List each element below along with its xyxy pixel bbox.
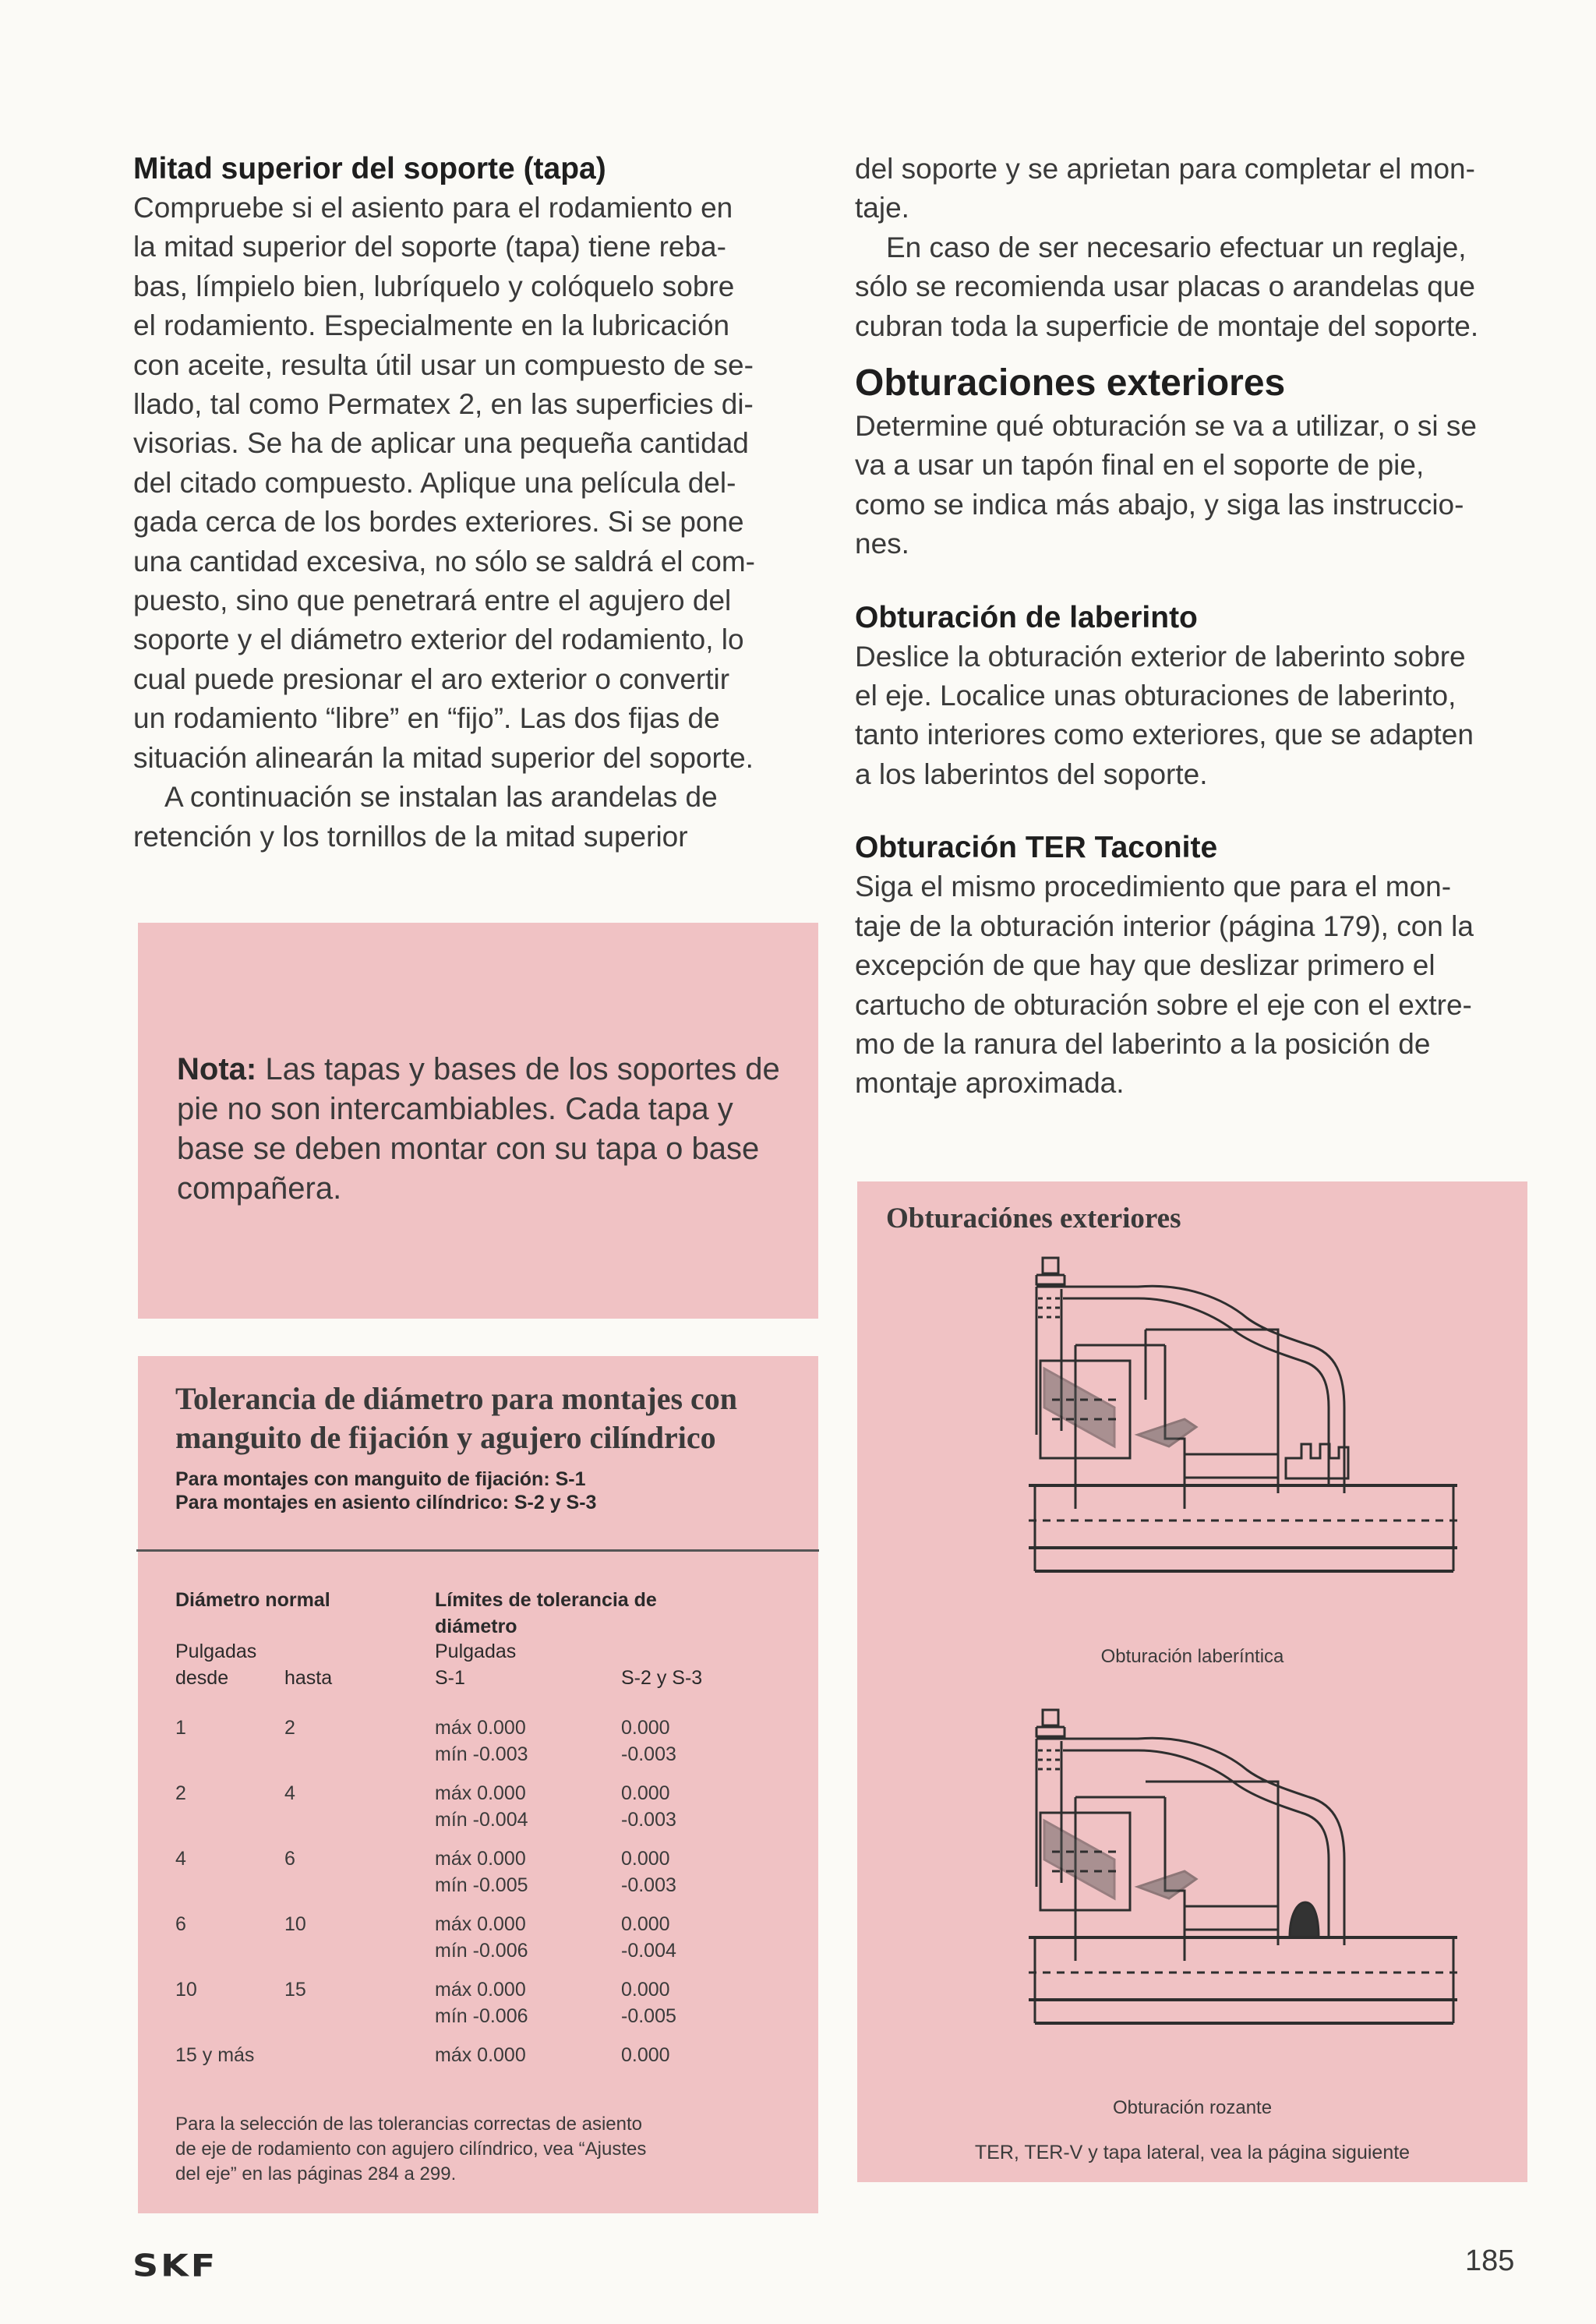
laberinto-paragraph <box>855 638 1541 795</box>
table-cell-s1a: máx 0.000 <box>435 1979 526 2001</box>
table-cell-s1b: mín -0.006 <box>435 2005 528 2027</box>
table-cell-s2b: -0.003 <box>621 1743 676 1765</box>
contact-seal-drawing <box>1029 1704 1465 2093</box>
labyrinth-seal-drawing <box>1029 1252 1465 1641</box>
table-cell-desde: 1 <box>175 1717 186 1739</box>
table-cell-hasta: 10 <box>284 1913 306 1935</box>
skf-logo: SKF <box>132 2248 218 2283</box>
paragraph-line: del citado compuesto. Aplique una película del- <box>133 466 736 499</box>
paragraph-line: retención y los tornillos de la mitad superior <box>133 820 688 853</box>
paragraph-line: la mitad superior del soporte (tapa) tiene reba- <box>133 231 726 263</box>
paragraph-line: En caso de ser necesario efectuar un reglaje, <box>886 231 1467 263</box>
paragraph-line: como se indica más abajo, y siga las instruccio- <box>855 488 1464 521</box>
subtitle-line: Para montajes con manguito de fijación: S-1 <box>175 1468 586 1490</box>
paragraph-line: tanto interiores como exteriores, que se adapten <box>855 719 1474 751</box>
paragraph-line: montaje aproximada. <box>855 1067 1125 1100</box>
table-cell-s2a: 0.000 <box>621 1979 670 2001</box>
subtitle-line: Para montajes en asiento cilíndrico: S-2 y S-3 <box>175 1492 597 1513</box>
table-cell-s1a: máx 0.000 <box>435 1848 526 1870</box>
table-cell-desde: 4 <box>175 1848 186 1870</box>
note-label: Nota: <box>177 1052 257 1086</box>
s23-header: S-2 y S-3 <box>621 1667 703 1689</box>
table-row <box>175 1780 799 1835</box>
table-cell-s1b: mín -0.003 <box>435 1743 528 1765</box>
table-cell-hasta: 6 <box>284 1848 295 1870</box>
caption-labyrinth: Obturación laberíntica <box>1100 1646 1284 1667</box>
footnote-line: del eje” en las páginas 284 a 299. <box>175 2163 457 2184</box>
paragraph-line: con aceite, resulta útil usar un compuesto de se- <box>133 348 754 381</box>
limits-line: diámetro <box>435 1616 517 1637</box>
paragraph-line: situación alinearán la mitad superior del soporte. <box>133 741 754 774</box>
table-cell-s1a: máx 0.000 <box>435 1913 526 1935</box>
hasta-header: hasta <box>284 1667 333 1689</box>
table-row <box>175 1715 799 1769</box>
paragraph-line: nes. <box>855 528 909 560</box>
paragraph-line: cartucho de obturación sobre el eje con el extre- <box>855 988 1472 1021</box>
note-box <box>138 923 818 1319</box>
paragraph-line: soporte y el diámetro exterior del rodamiento, lo <box>133 623 744 656</box>
table-row <box>175 1976 799 2031</box>
table-cell-s2b: -0.004 <box>621 1940 676 1962</box>
note-line: Las tapas y bases de los soportes de <box>256 1052 780 1086</box>
paragraph-line: bas, límpielo bien, lubríquelo y colóquelo sobre <box>133 270 735 302</box>
intro-paragraph <box>855 407 1541 564</box>
table-row <box>175 1845 799 1900</box>
table-cell-s1b: mín -0.004 <box>435 1809 528 1831</box>
footnote-line: Para la selección de las tolerancias correctas de asiento <box>175 2114 642 2135</box>
paragraph-2 <box>133 778 819 856</box>
table-cell-desde: 15 y más <box>175 2044 255 2066</box>
paragraph-line: excepción de que hay que deslizar primero el <box>855 949 1435 982</box>
paragraph-line: un rodamiento “libre” en “fijo”. Las dos fijas de <box>133 702 720 735</box>
note-line: pie no son intercambiables. Cada tapa y <box>177 1092 733 1126</box>
paragraph-line: Compruebe si el asiento para el rodamiento en <box>133 192 733 224</box>
figure-title: Obturaciónes exteriores <box>886 1203 1181 1234</box>
paragraph-line: llado, tal como Permatex 2, en las superficies di- <box>133 388 754 421</box>
page-number: 185 <box>1465 2245 1515 2277</box>
paragraph-line: taje de la obturación interior (página 179), con la <box>855 909 1474 942</box>
footnote-line: de eje de rodamiento con agujero cilíndrico, vea “Ajustes <box>175 2139 647 2160</box>
tolerance-subtitle <box>175 1468 596 1514</box>
paragraph-line: gada cerca de los bordes exteriores. Si se pone <box>133 506 744 539</box>
figure-box <box>857 1181 1527 2182</box>
table-cell-hasta: 4 <box>284 1782 295 1804</box>
table-cell-s1b: mín -0.005 <box>435 1874 528 1896</box>
table-cell-s2a: 0.000 <box>621 1913 670 1935</box>
table-cell-s1a: máx 0.000 <box>435 1717 526 1739</box>
table-cell-hasta: 2 <box>284 1717 295 1739</box>
paragraph-line: Siga el mismo procedimiento que para el mon- <box>855 871 1452 903</box>
table-cell-s1a: máx 0.000 <box>435 2044 526 2066</box>
table-cell-s2a: 0.000 <box>621 1782 670 1804</box>
paragraph-line: va a usar un tapón final en el soporte de pie, <box>855 449 1425 482</box>
laberinto-title: Obturación de laberinto <box>855 600 1198 634</box>
s1-header: S-1 <box>435 1667 465 1689</box>
paragraph-line: el eje. Localice unas obturaciones de laberinto, <box>855 680 1457 712</box>
ter-title: Obturación TER Taconite <box>855 831 1218 865</box>
right-column <box>855 150 1541 1104</box>
table-cell-s2a: 0.000 <box>621 1848 670 1870</box>
paragraph-line: mo de la ranura del laberinto a la posición de <box>855 1027 1431 1060</box>
paragraph-line: A continuación se instalan las arandelas de <box>164 781 718 814</box>
table-cell-s2b: -0.005 <box>621 2005 676 2027</box>
tolerance-title <box>175 1379 737 1457</box>
tolerance-footnote <box>175 2112 799 2187</box>
paragraph-1 <box>133 189 819 778</box>
table-cell-s2a: 0.000 <box>621 2044 670 2066</box>
paragraph-line: del soporte y se aprietan para completar el mon- <box>855 153 1475 185</box>
paragraph-line: sólo se recomienda usar placas o arandelas que <box>855 270 1475 303</box>
continuation-paragraph <box>855 150 1541 228</box>
caption-contact: Obturación rozante <box>1112 2097 1273 2118</box>
paragraph-line: cubran toda la superficie de montaje del soporte. <box>855 309 1479 342</box>
unit-left: Pulgadas <box>175 1641 257 1662</box>
limits-line: Límites de tolerancia de <box>435 1589 657 1611</box>
table-cell-desde: 10 <box>175 1979 197 2001</box>
table-cell-desde: 6 <box>175 1913 186 1935</box>
table-cell-hasta: 15 <box>284 1979 306 2001</box>
desde-header: desde <box>175 1667 229 1689</box>
figure-footer: TER, TER-V y tapa lateral, vea la página siguiente <box>974 2142 1411 2163</box>
reglaje-paragraph <box>855 228 1541 346</box>
note-line: compañera. <box>177 1171 342 1206</box>
col-limits-header <box>435 1587 657 1640</box>
paragraph-line: puesto, sino que penetrará entre el agujero del <box>133 585 732 617</box>
table-cell-s2b: -0.003 <box>621 1874 676 1896</box>
unit-right: Pulgadas <box>435 1641 517 1662</box>
left-column <box>133 150 819 856</box>
tolerance-title-line: Tolerancia de diámetro para montajes con <box>175 1381 738 1416</box>
table-row <box>175 2042 799 2096</box>
table-cell-s2b: -0.003 <box>621 1809 676 1831</box>
table-cell-s1a: máx 0.000 <box>435 1782 526 1804</box>
paragraph-line: el rodamiento. Especialmente en la lubricación <box>133 309 730 342</box>
tolerance-title-line: manguito de fijación y agujero cilíndrico <box>175 1420 716 1455</box>
paragraph-line: a los laberintos del soporte. <box>855 758 1208 790</box>
table-cell-s2a: 0.000 <box>621 1717 670 1739</box>
ter-paragraph <box>855 867 1541 1103</box>
paragraph-line: Determine qué obturación se va a utilizar, o si se <box>855 410 1477 443</box>
paragraph-line: cual puede presionar el aro exterior o convertir <box>133 662 730 695</box>
paragraph-line: visorias. Se ha de aplicar una pequeña cantidad <box>133 427 749 460</box>
paragraph-line: taje. <box>855 192 909 224</box>
section-title: Mitad superior del soporte (tapa) <box>133 152 606 185</box>
table-rule <box>136 1549 819 1552</box>
col-diam-header: Diámetro normal <box>175 1589 330 1611</box>
heading-obturaciones: Obturaciones exteriores <box>855 362 1286 404</box>
paragraph-line: una cantidad excesiva, no sólo se saldrá el com- <box>133 545 755 577</box>
tolerance-box <box>138 1356 818 2213</box>
note-line: base se deben montar con su tapa o base <box>177 1132 760 1166</box>
table-row <box>175 1911 799 1966</box>
paragraph-line: Deslice la obturación exterior de laberinto sobre <box>855 640 1466 673</box>
table-cell-s1b: mín -0.006 <box>435 1940 528 1962</box>
table-cell-desde: 2 <box>175 1782 186 1804</box>
note-text <box>177 1050 793 1209</box>
